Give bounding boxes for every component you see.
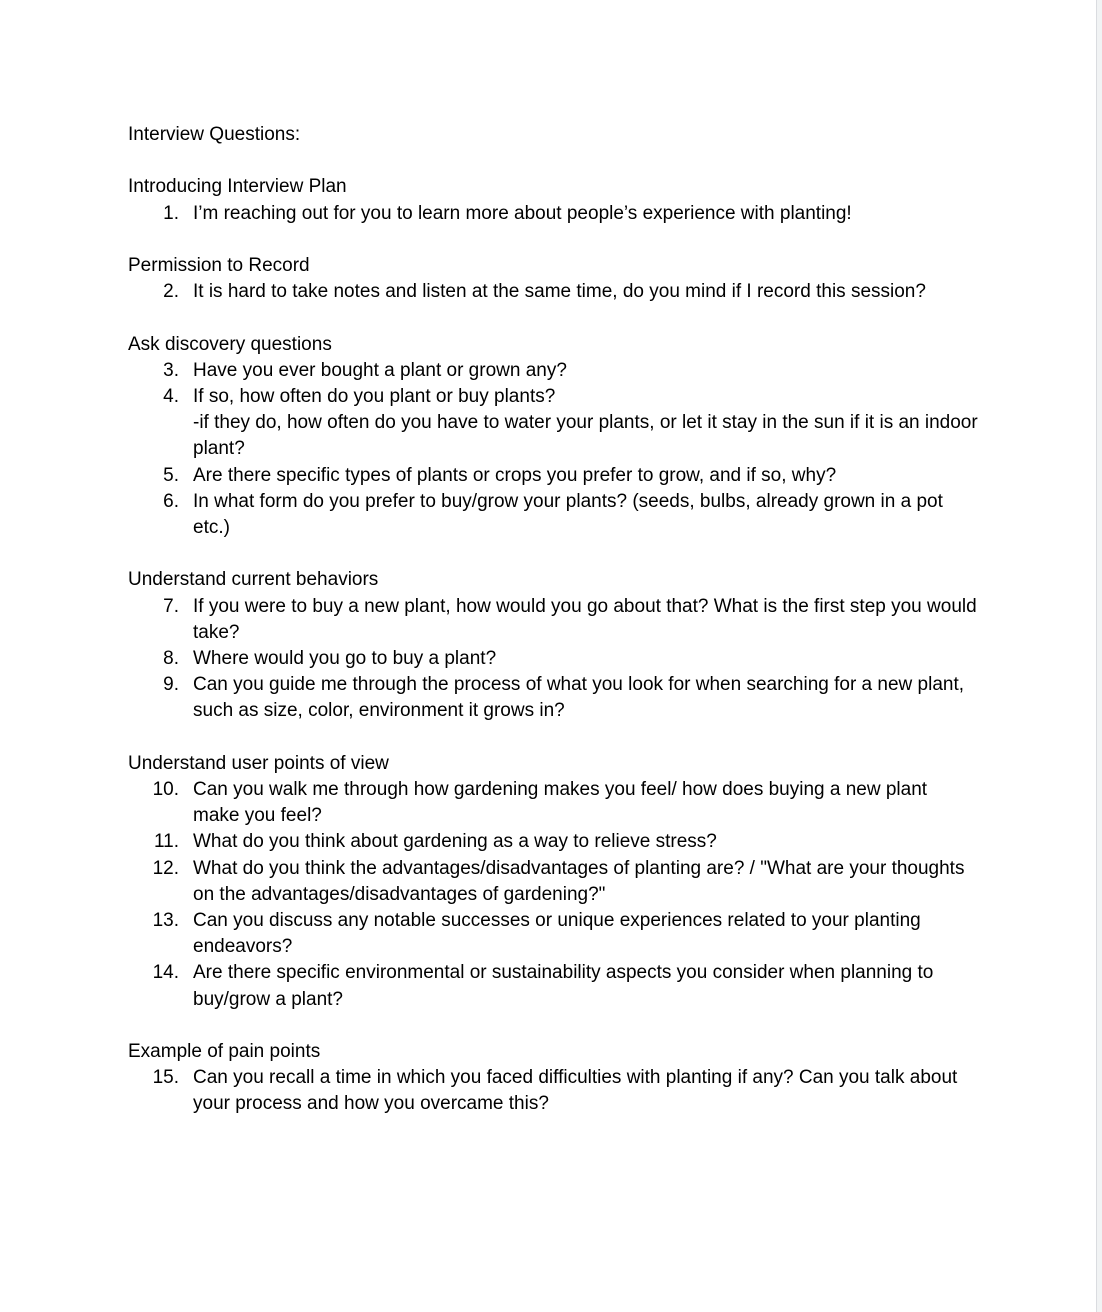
question-item bbox=[128, 384, 978, 463]
sections-container bbox=[128, 174, 978, 1117]
question-text: Have you ever bought a plant or grown any? bbox=[193, 359, 567, 381]
question-item bbox=[128, 358, 978, 384]
question-text: In what form do you prefer to buy/grow your plants? (seeds, bulbs, already grown in a pot etc.) bbox=[193, 490, 943, 538]
question-item bbox=[128, 908, 978, 960]
question-item bbox=[128, 489, 978, 541]
section-heading: Permission to Record bbox=[128, 254, 310, 276]
question-item bbox=[128, 829, 978, 855]
question-item bbox=[128, 1065, 978, 1117]
question-list bbox=[128, 201, 978, 227]
section-heading: Example of pain points bbox=[128, 1041, 321, 1063]
question-subtext: -if they do, how often do you have to water your plants, or let it stay in the sun if it is an indoor plant? bbox=[193, 412, 978, 460]
section bbox=[128, 567, 978, 724]
question-number: 14. bbox=[152, 962, 179, 984]
question-item bbox=[128, 960, 978, 1012]
question-list bbox=[128, 777, 978, 1013]
question-number: 15. bbox=[152, 1067, 179, 1089]
question-number: 12. bbox=[152, 857, 179, 879]
question-text: If so, how often do you plant or buy plants? bbox=[193, 385, 556, 407]
question-number: 13. bbox=[152, 910, 179, 932]
question-text: Can you guide me through the process of what you look for when searching for a new plant, such as size, color, environment it grows in? bbox=[193, 674, 965, 722]
question-number: 1. bbox=[163, 202, 179, 224]
section-heading: Understand user points of view bbox=[128, 752, 389, 774]
question-item bbox=[128, 856, 978, 908]
question-item bbox=[128, 594, 978, 646]
section-heading: Ask discovery questions bbox=[128, 333, 332, 355]
question-list bbox=[128, 279, 978, 305]
question-number: 9. bbox=[163, 674, 179, 696]
question-item bbox=[128, 672, 978, 724]
question-text: What do you think about gardening as a way to relieve stress? bbox=[193, 831, 717, 853]
section-heading: Understand current behaviors bbox=[128, 569, 379, 591]
section bbox=[128, 1039, 978, 1118]
question-item bbox=[128, 201, 978, 227]
question-text: It is hard to take notes and listen at the same time, do you mind if I record this session? bbox=[193, 281, 926, 303]
section bbox=[128, 174, 978, 226]
question-text: I’m reaching out for you to learn more about people’s experience with planting! bbox=[193, 202, 852, 224]
section bbox=[128, 332, 978, 542]
question-number: 4. bbox=[163, 385, 179, 407]
question-number: 5. bbox=[163, 464, 179, 486]
question-number: 6. bbox=[163, 490, 179, 512]
question-list bbox=[128, 594, 978, 725]
question-text: What do you think the advantages/disadvantages of planting are? / "What are your thoughts on the advantages/disadvantages of gardening?" bbox=[193, 857, 965, 905]
document-title: Interview Questions: bbox=[128, 124, 301, 145]
question-item bbox=[128, 777, 978, 829]
question-list bbox=[128, 358, 978, 541]
page-edge bbox=[1096, 0, 1102, 1312]
section bbox=[128, 751, 978, 1013]
question-text: Can you discuss any notable successes or unique experiences related to your planting endeavors? bbox=[193, 910, 921, 958]
question-text: If you were to buy a new plant, how would you go about that? What is the first step you would take? bbox=[193, 595, 977, 643]
question-text: Can you recall a time in which you faced difficulties with planting if any? Can you talk about your process and how you overcame this? bbox=[193, 1067, 958, 1115]
question-number: 3. bbox=[163, 359, 179, 381]
document-body[interactable] bbox=[128, 122, 978, 1144]
question-number: 2. bbox=[163, 281, 179, 303]
question-number: 8. bbox=[163, 648, 179, 669]
question-number: 7. bbox=[163, 595, 179, 617]
question-item bbox=[128, 463, 978, 489]
question-text: Where would you go to buy a plant? bbox=[193, 648, 497, 669]
question-item bbox=[128, 279, 978, 305]
question-number: 11. bbox=[153, 831, 179, 853]
question-text: Are there specific types of plants or crops you prefer to grow, and if so, why? bbox=[193, 464, 837, 486]
question-list bbox=[128, 1065, 978, 1117]
question-item bbox=[128, 646, 978, 672]
section-heading: Introducing Interview Plan bbox=[128, 176, 347, 198]
question-text: Can you walk me through how gardening makes you feel/ how does buying a new plant make you feel? bbox=[193, 779, 928, 827]
section bbox=[128, 253, 978, 305]
question-text: Are there specific environmental or sustainability aspects you consider when planning to buy/grow a plant? bbox=[193, 962, 934, 1010]
question-number: 10. bbox=[152, 779, 179, 800]
